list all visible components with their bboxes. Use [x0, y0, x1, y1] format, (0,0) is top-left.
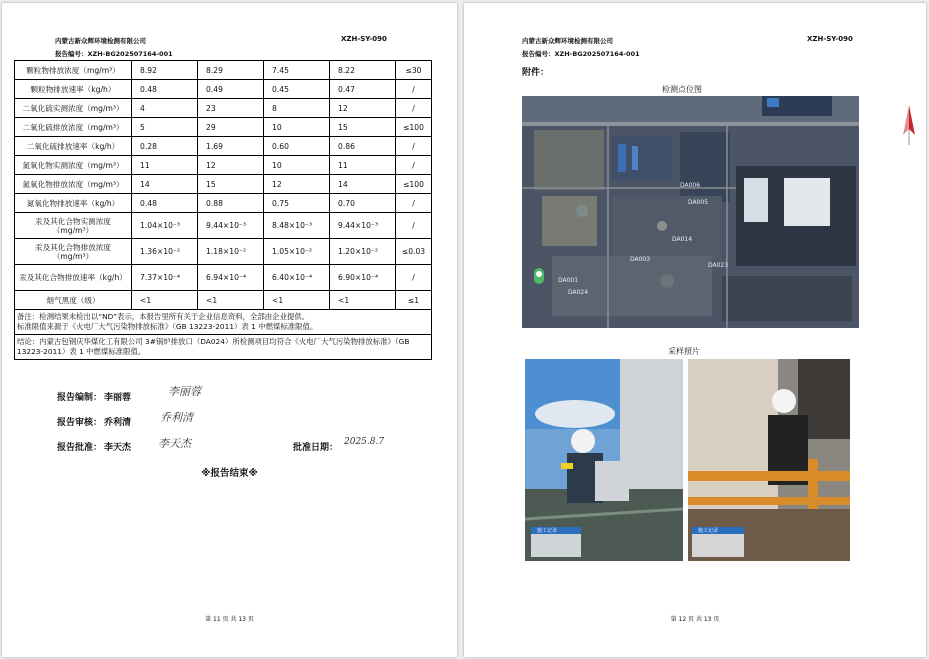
measured-value: 0.48: [132, 80, 198, 99]
measured-value: 6.90×10⁻⁴: [330, 265, 396, 291]
parameter-name: 二氧化硫排放浓度（mg/m³）: [15, 118, 132, 137]
compiled-name: 李丽蓉: [104, 393, 132, 403]
parameter-name: 烟气黑度（级）: [15, 291, 132, 310]
measured-value: 0.75: [264, 194, 330, 213]
report-page-12: [464, 3, 926, 657]
table-row: [15, 99, 432, 118]
reviewed-row: [57, 415, 131, 428]
map-label: DA023: [708, 262, 729, 269]
measured-value: <1: [264, 291, 330, 310]
limit-value: /: [396, 213, 432, 239]
note-line-2: 标准限值来源于《火电厂大气污染物排放标准》（GB 13223-2011）表 1 中燃煤标准限值。: [17, 322, 318, 331]
measured-value: 14: [330, 175, 396, 194]
parameter-name: 汞及其化合物排放浓度（mg/m³）: [15, 239, 132, 265]
report-end: ※报告结束※: [201, 468, 258, 479]
measured-value: 0.86: [330, 137, 396, 156]
measured-value: 9.44×10⁻³: [198, 213, 264, 239]
approval-date: 2025.8.7: [344, 437, 385, 447]
table-row: [15, 156, 432, 175]
table-note: [15, 310, 432, 335]
measured-value: 10: [264, 156, 330, 175]
report-number: 报告编号：XZH-BG202507164-001: [55, 50, 173, 58]
page-number: 第 11 页 共 13 页: [205, 616, 254, 623]
table-row: [15, 213, 432, 239]
limit-value: /: [396, 137, 432, 156]
measured-value: 29: [198, 118, 264, 137]
sampling-photo-2: [688, 359, 850, 561]
parameter-name: 颗粒物排放浓度（mg/m³）: [15, 61, 132, 80]
table-row: [15, 137, 432, 156]
measured-value: <1: [132, 291, 198, 310]
approved-label: 报告批准：: [57, 443, 103, 453]
measured-value: 1.05×10⁻²: [264, 239, 330, 265]
measured-value: 8.48×10⁻³: [264, 213, 330, 239]
measured-value: 8.92: [132, 61, 198, 80]
compiled-label: 报告编制：: [57, 393, 103, 403]
page-number: 第 12 页 共 13 页: [670, 616, 720, 623]
measured-value: 15: [198, 175, 264, 194]
measured-value: 8.29: [198, 61, 264, 80]
company-name: 内蒙古新众辉环境检测有限公司: [522, 37, 613, 45]
results-table: [14, 60, 432, 360]
sampling-photo-1: [525, 359, 683, 561]
table-row: [15, 118, 432, 137]
report-number: 报告编号：XZH-BG202507164-001: [522, 50, 640, 58]
map-label: DA006: [680, 182, 701, 189]
measured-value: 0.47: [330, 80, 396, 99]
limit-value: ≤1: [396, 291, 432, 310]
limit-value: /: [396, 99, 432, 118]
measured-value: 23: [198, 99, 264, 118]
measured-value: 1.04×10⁻³: [132, 213, 198, 239]
parameter-name: 汞及其化合物排放速率（kg/h）: [15, 265, 132, 291]
table-row: [15, 194, 432, 213]
measured-value: 0.28: [132, 137, 198, 156]
measured-value: 12: [264, 175, 330, 194]
approved-signature: 李天杰: [158, 437, 191, 450]
map-label: DA024: [568, 289, 589, 296]
reviewed-signature: 乔利清: [160, 411, 193, 424]
measured-value: 9.44×10⁻³: [330, 213, 396, 239]
table-row: [15, 175, 432, 194]
monitoring-point-map: [522, 96, 859, 328]
parameter-name: 氮氧化物排放浓度（mg/m³）: [15, 175, 132, 194]
measured-value: 6.94×10⁻⁴: [198, 265, 264, 291]
measured-value: 0.45: [264, 80, 330, 99]
approval-date-label: 批准日期：: [293, 443, 339, 453]
map-caption: 检测点位图: [662, 85, 702, 94]
document-code: XZH-SY-090: [807, 35, 853, 43]
limit-value: ≤100: [396, 118, 432, 137]
measured-value: 4: [132, 99, 198, 118]
measured-value: 1.18×10⁻²: [198, 239, 264, 265]
measured-value: 8.22: [330, 61, 396, 80]
measured-value: 0.88: [198, 194, 264, 213]
map-label: DA014: [672, 236, 693, 243]
measured-value: 1.36×10⁻²: [132, 239, 198, 265]
map-label: DA005: [688, 199, 709, 206]
measured-value: <1: [198, 291, 264, 310]
measured-value: 7.45: [264, 61, 330, 80]
measured-value: 11: [132, 156, 198, 175]
attachment-label: 附件：: [522, 68, 550, 78]
measured-value: 7.37×10⁻⁴: [132, 265, 198, 291]
reviewed-name: 乔利清: [104, 418, 132, 428]
photo-stamp: 施工记录: [698, 528, 719, 534]
photo-caption: 采样照片: [668, 347, 700, 356]
measured-value: 1.20×10⁻²: [330, 239, 396, 265]
parameter-name: 二氧化硫排放速率（kg/h）: [15, 137, 132, 156]
measured-value: 14: [132, 175, 198, 194]
parameter-name: 氮氧化物排放速率（kg/h）: [15, 194, 132, 213]
parameter-name: 二氧化硫实测浓度（mg/m³）: [15, 99, 132, 118]
measured-value: 11: [330, 156, 396, 175]
note-line-1: 备注：检测结果未检出以“ND”表示，本报告里所有关于企业信息资料，全部由企业提供。: [17, 312, 310, 321]
measured-value: <1: [330, 291, 396, 310]
limit-value: ≤0.03: [396, 239, 432, 265]
compiled-row: [57, 390, 131, 403]
map-label: DA003: [630, 256, 651, 263]
table-row: [15, 265, 432, 291]
conclusion: 结论：内蒙古包钢庆华煤化工有限公司 3#锅炉排放口（DA024）所检测项目均符合《火电厂大气污染物排放标准》（GB 13223-2011）表 1 中燃煤标准限值。: [15, 335, 432, 360]
approved-row: [57, 440, 131, 453]
limit-value: ≤100: [396, 175, 432, 194]
table-row: [15, 61, 432, 80]
report-page-11: [2, 3, 457, 657]
limit-value: ≤30: [396, 61, 432, 80]
company-name: 内蒙古新众辉环境检测有限公司: [55, 37, 146, 45]
document-code: XZH-SY-090: [341, 35, 387, 43]
measured-value: 0.60: [264, 137, 330, 156]
compiled-signature: 李丽蓉: [168, 385, 201, 398]
photo-stamp: 施工记录: [537, 528, 558, 534]
measured-value: 5: [132, 118, 198, 137]
table-row: [15, 239, 432, 265]
measured-value: 0.49: [198, 80, 264, 99]
parameter-name: 颗粒物排放速率（kg/h）: [15, 80, 132, 99]
table-row: [15, 291, 432, 310]
map-label: DA001: [558, 277, 579, 284]
measured-value: 1.69: [198, 137, 264, 156]
measured-value: 12: [330, 99, 396, 118]
limit-value: /: [396, 80, 432, 99]
north-arrow-icon: [898, 103, 920, 147]
measured-value: 12: [198, 156, 264, 175]
limit-value: /: [396, 194, 432, 213]
measured-value: 10: [264, 118, 330, 137]
limit-value: /: [396, 156, 432, 175]
measured-value: 15: [330, 118, 396, 137]
table-row: [15, 80, 432, 99]
limit-value: /: [396, 265, 432, 291]
reviewed-label: 报告审核：: [57, 418, 103, 428]
parameter-name: 汞及其化合物实测浓度（mg/m³）: [15, 213, 132, 239]
measured-value: 6.40×10⁻⁴: [264, 265, 330, 291]
measured-value: 0.70: [330, 194, 396, 213]
measured-value: 0.48: [132, 194, 198, 213]
parameter-name: 氮氧化物实测浓度（mg/m³）: [15, 156, 132, 175]
approved-name: 李天杰: [104, 443, 132, 453]
measured-value: 8: [264, 99, 330, 118]
